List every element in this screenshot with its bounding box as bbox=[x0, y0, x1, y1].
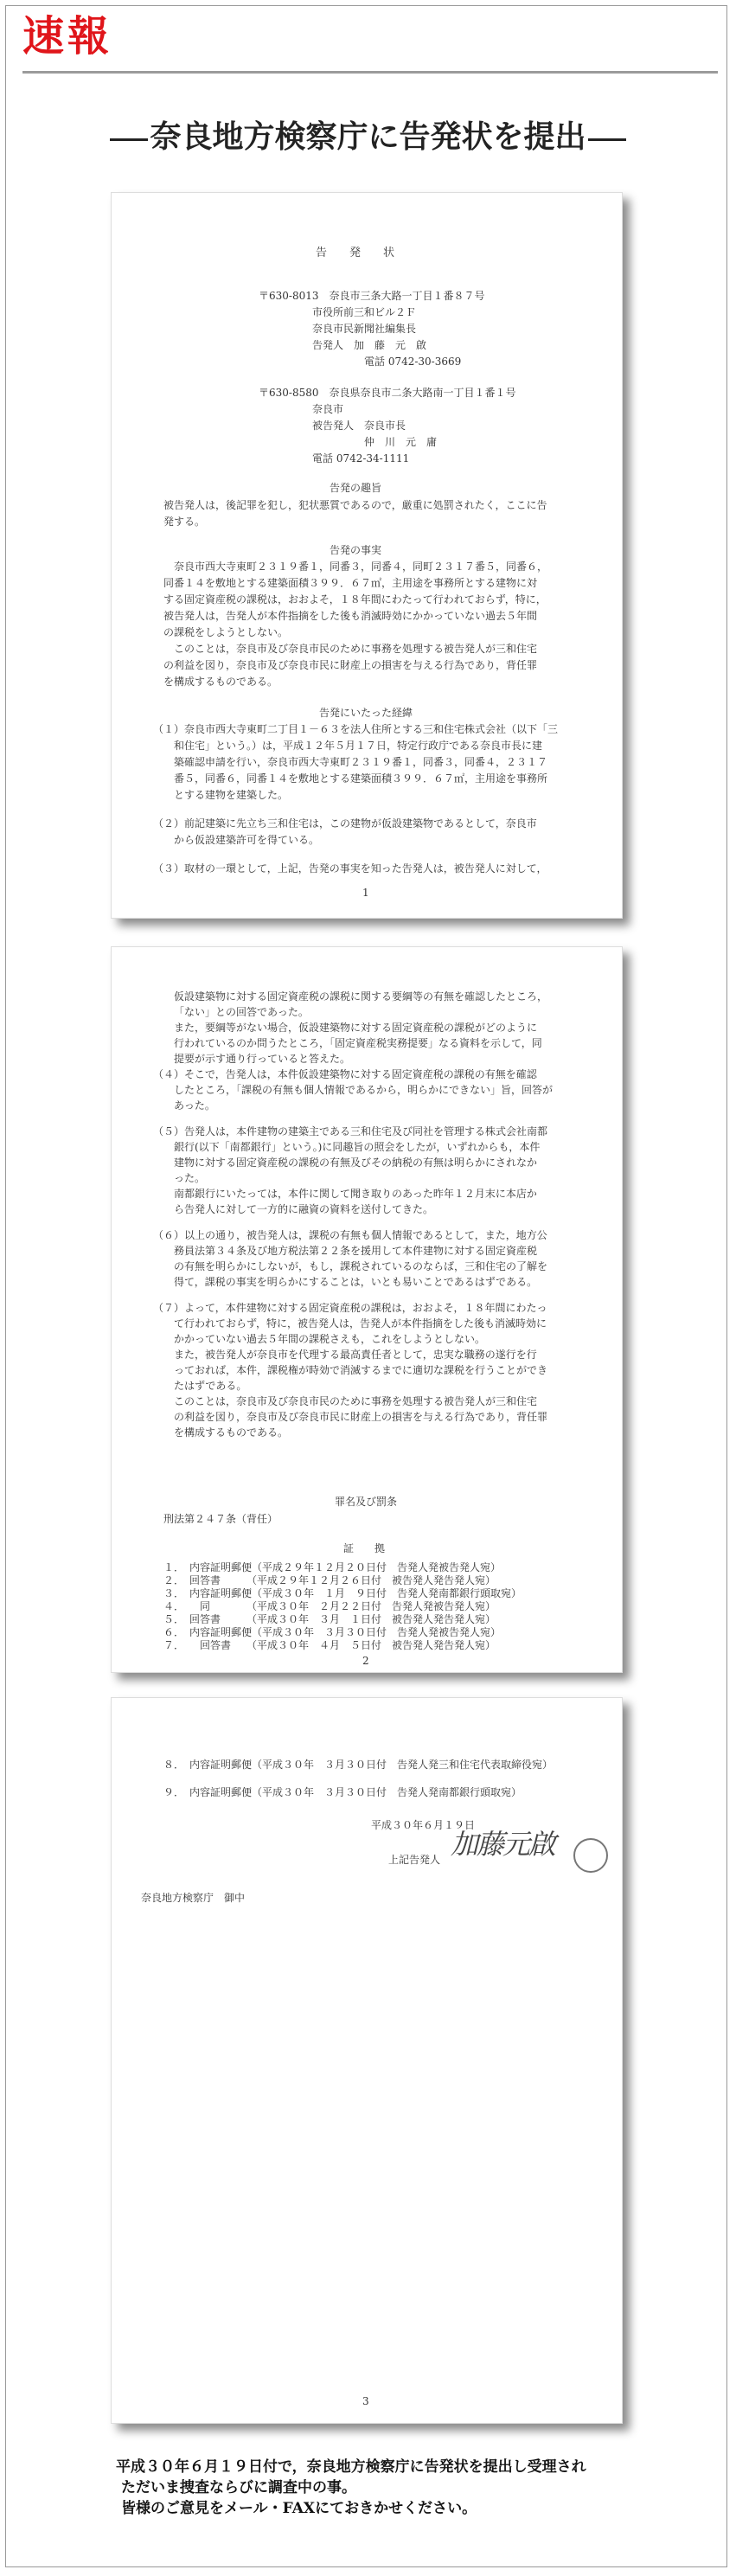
evidence-item: ３． 内容証明郵便（平成３０年 １月 ９日付 告発人発南都銀行頭取宛） bbox=[163, 1587, 522, 1599]
text-line: を構成するものである。 bbox=[174, 1426, 289, 1439]
text-line: 行われているのか問うたところ，「固定資産税実務提要」なる資料を示して，同 bbox=[174, 1037, 542, 1049]
text-line: かかっていない過去５年間の課税さえも，これをしようとしない。 bbox=[174, 1333, 486, 1345]
evidence-item: ６． 内容証明郵便（平成３０年 ３月３０日付 告発人発被告発人宛） bbox=[163, 1626, 502, 1638]
document-date: 平成３０年６月１９日 bbox=[371, 1819, 476, 1831]
text-line: 奈良市西大寺東町２３１９番１，同番３，同番４，同町２３１７番５，同番６， bbox=[174, 561, 548, 573]
footer-note bbox=[116, 2457, 704, 2519]
accused-title: 被告発人 奈良市長 bbox=[312, 420, 406, 432]
text-line: あった。 bbox=[174, 1099, 215, 1112]
accused-city: 奈良市 bbox=[312, 403, 344, 415]
text-line: このことは，奈良市及び奈良市民のために事務を処理する被告発人が三和住宅 bbox=[174, 1395, 538, 1407]
complainant-building: 市役所前三和ビル２Ｆ bbox=[312, 306, 417, 318]
text-line: たはずである。 bbox=[174, 1380, 247, 1392]
text-line: する固定資産税の課税は，おおよそ，１８年間にわたって行われておらず，特に， bbox=[163, 593, 547, 606]
accused-address: 〒630-8580 奈良県奈良市二条大路南一丁目１番１号 bbox=[259, 387, 516, 399]
complainant-name: 告発人 加 藤 元 啟 bbox=[312, 339, 427, 351]
text-line: 「ない」との回答であった。 bbox=[174, 1006, 309, 1018]
text-line: 務員法第３４条及び地方税法第２２条を援用して本件建物に対する固定資産税 bbox=[174, 1245, 538, 1257]
text-line: の利益を図り，奈良市及び奈良市民に財産上の損害を与える行為であり，背任罪 bbox=[174, 1411, 548, 1423]
footer-line: ただいま捜査ならびに調査中の事。 bbox=[121, 2479, 356, 2496]
headline-dash-right bbox=[588, 138, 626, 141]
text-line: （３）取材の一環として，上記，告発の事実を知った告発人は，被告発人に対して， bbox=[153, 862, 547, 875]
text-line: 番５，同番６，同番１４を敷地とする建築面積３９９．６７㎡，主用途を事務所 bbox=[174, 772, 548, 785]
text-line: 被告発人は，告発人が本件指摘をした後も消滅時効にかかっていない過去５年間 bbox=[163, 610, 538, 622]
text-line: また，被告発人が奈良市を代理する最高責任者として，忠実な職務の遂行を行 bbox=[174, 1349, 537, 1361]
text-line: とする建物を建築した。 bbox=[174, 789, 289, 801]
text-line: 発する。 bbox=[163, 516, 206, 528]
evidence-item-9: ９． 内容証明郵便（平成３０年 ３月３０日付 告発人発南都銀行頭取宛） bbox=[163, 1786, 522, 1798]
text-line: 同番１４を敷地とする建築面積３９９．６７㎡，主用途を事務所とする建物に対 bbox=[163, 577, 538, 589]
text-line: このことは，奈良市及び奈良市民のために事務を処理する被告発人が三和住宅 bbox=[174, 643, 538, 655]
page-number: 2 bbox=[362, 1655, 369, 1667]
accused-phone: 電話 0742-34-1111 bbox=[312, 452, 410, 465]
section-title: 告発の趣旨 bbox=[330, 482, 382, 494]
text-line: を構成するものである。 bbox=[163, 676, 278, 688]
footer-line: 皆様のご意見をメール・FAXにておきかせください。 bbox=[121, 2500, 477, 2517]
evidence-item: １． 内容証明郵便（平成２９年１２月２０日付 告発人発被告発人宛） bbox=[163, 1561, 502, 1573]
text-line: 建物に対する固定資産税の課税の有無及びその納税の有無は明らかにされなか bbox=[174, 1157, 538, 1169]
evidence-item: ４． 同 （平成３０年 ２月２２日付 告発人発被告発人宛） bbox=[163, 1600, 496, 1612]
page-number: 3 bbox=[362, 2395, 369, 2407]
text-line: っておれば，本件，課税権が時効で消滅するまでに適切な課税を行うことができ bbox=[174, 1364, 548, 1376]
text-line: 築確認申請を行い，奈良市西大寺東町２３１９番１，同番３，同番４，２３１７ bbox=[174, 756, 548, 768]
text-line: 銀行(以下「南都銀行」という。)に同趣旨の照会をしたが，いずれからも，本件 bbox=[174, 1141, 541, 1153]
text-line: った。 bbox=[174, 1172, 206, 1184]
headline-text: 奈良地方検察庁に告発状を提出 bbox=[150, 119, 586, 155]
text-line: （４）そこで，告発人は，本件仮設建築物に対する固定資産税の課税の有無を確認 bbox=[153, 1068, 537, 1080]
law-article: 刑法第２４７条（背任） bbox=[163, 1513, 278, 1525]
evidence-item-8: ８． 内容証明郵便（平成３０年 ３月３０日付 告発人発三和住宅代表取締役宛） bbox=[163, 1759, 554, 1771]
seal-stamp bbox=[573, 1838, 608, 1873]
text-line: また，要綱等がない場合，仮設建築物に対する固定資産税の課税がどのように bbox=[174, 1022, 538, 1034]
complainant-phone: 電話 0742-30-3669 bbox=[364, 356, 462, 368]
header-rule bbox=[22, 71, 718, 74]
section-title: 告発の事実 bbox=[330, 544, 382, 556]
text-line: （６）以上の通り，被告発人は，課税の有無も個人情報であるとして，また，地方公 bbox=[153, 1229, 547, 1241]
document-page-1 bbox=[111, 192, 623, 919]
complainant-org: 奈良市民新聞社編集長 bbox=[312, 323, 417, 335]
section-title: 証 拠 bbox=[343, 1542, 386, 1554]
complainant-address: 〒630-8013 奈良市三条大路一丁目１番８７号 bbox=[259, 290, 485, 302]
document-page-2 bbox=[111, 946, 623, 1673]
accused-name: 仲 川 元 庸 bbox=[364, 436, 438, 448]
signature bbox=[451, 1828, 555, 1861]
text-line: （２）前記建築に先立ち三和住宅は，この建物が仮設建築物であるとして，奈良市 bbox=[153, 817, 537, 830]
text-line: 提要が示す通り行っていると答えた。 bbox=[174, 1053, 351, 1065]
text-line: したところ，「課税の有無も個人情報であるから，明らかにできない」旨，回答が bbox=[174, 1084, 554, 1096]
text-line: 和住宅」という。）は，平成１２年５月１７日，特定行政庁である奈良市長に建 bbox=[174, 740, 543, 752]
doc-title: 告 発 状 bbox=[316, 247, 395, 260]
text-line: の利益を図り，奈良市及び奈良市民に財産上の損害を与える行為であり，背任罪 bbox=[163, 659, 538, 671]
signer-label: 上記告発人 bbox=[388, 1854, 441, 1866]
text-line: 仮設建築物に対する固定資産税の課税に関する要綱等の有無を確認したところ， bbox=[174, 990, 548, 1003]
evidence-item: ７． 回答書 （平成３０年 ４月 ５日付 被告発人発告発人宛） bbox=[163, 1639, 496, 1651]
text-line: 被告発人は，後記罪を犯し，犯状悪質であるので，厳重に処罰されたく，ここに告 bbox=[163, 499, 547, 511]
signature-text: 加藤元啟 bbox=[451, 1828, 555, 1861]
text-line: （５）告発人は，本件建物の建築主である三和住宅及び同社を管理する株式会社南都 bbox=[153, 1125, 548, 1137]
evidence-item: ５． 回答書 （平成３０年 ３月 １日付 被告発人発告発人宛） bbox=[163, 1613, 496, 1625]
text-line: （７）よって，本件建物に対する固定資産税の課税は，おおよそ，１８年間にわたっ bbox=[153, 1302, 547, 1314]
text-line: ら告発人に対して一方的に融資の資料を送付してきた。 bbox=[174, 1203, 434, 1215]
footer-line: 平成３０年６月１９日付で，奈良地方検察庁に告発状を提出し受理され bbox=[116, 2458, 586, 2476]
text-line: から仮設建築許可を得ている。 bbox=[174, 834, 320, 846]
text-line: 南都銀行にいたっては，本件に関して聞き取りのあった昨年１２月末に本店か bbox=[174, 1188, 537, 1200]
text-line: て行われておらず，特に，被告発人は，告発人が本件指摘をした後も消滅時効に bbox=[174, 1317, 547, 1330]
addressee: 奈良地方検察庁 御中 bbox=[141, 1892, 246, 1904]
headline-dash-left bbox=[110, 138, 148, 141]
text-line: 得て，課税の事実を明らかにすることは，いとも易いことであるはずである。 bbox=[174, 1276, 538, 1288]
section-title: 告発にいたった経緯 bbox=[319, 707, 413, 719]
breaking-news-label: 速報 bbox=[22, 12, 113, 61]
evidence-item: ２． 回答書 （平成２９年１２月２６日付 被告発人発告発人宛） bbox=[163, 1574, 496, 1586]
text-line: の有無を明らかにしないが，もし，課税されているのならば，三和住宅の了解を bbox=[174, 1260, 548, 1272]
text-line: （１）奈良市西大寺東町二丁目１－６３を法人住所とする三和住宅株式会社（以下「三 bbox=[153, 723, 559, 735]
page-number: 1 bbox=[362, 887, 369, 899]
section-title: 罪名及び罰条 bbox=[335, 1496, 398, 1508]
headline bbox=[0, 112, 736, 157]
document-page-3 bbox=[111, 1697, 623, 2424]
text-line: の課税をしようとしない。 bbox=[163, 626, 289, 638]
